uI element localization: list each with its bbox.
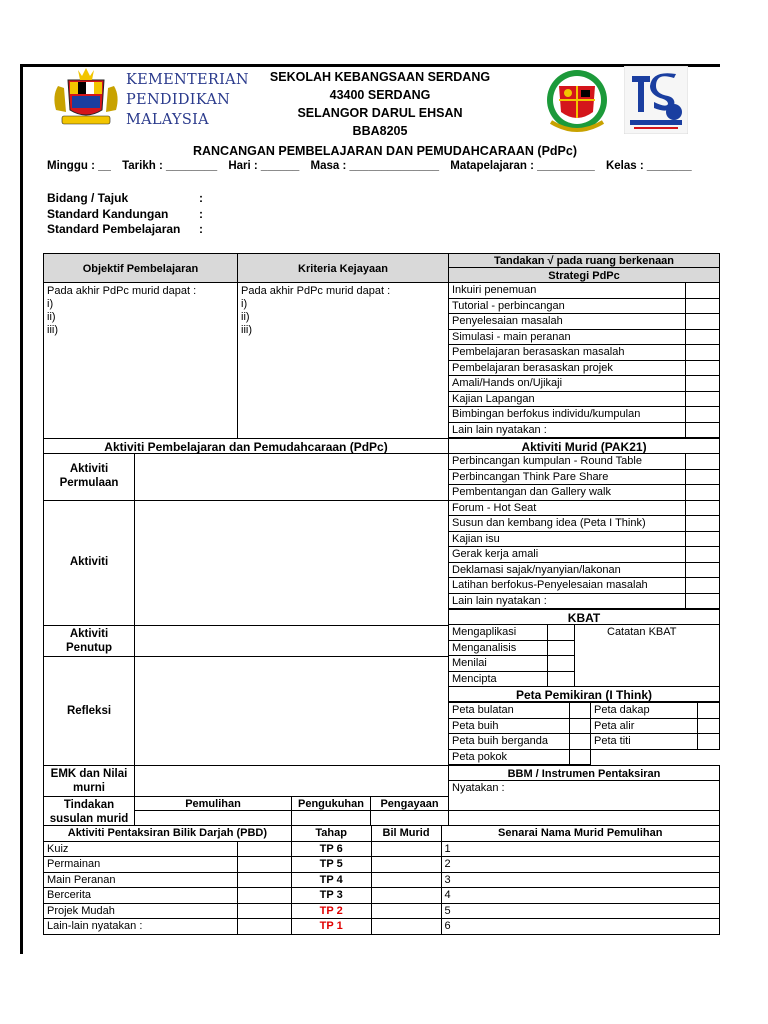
bbm-spare-cell [448, 810, 720, 826]
pbd-senarai-num[interactable]: 1 [441, 841, 720, 857]
kbat-checkbox[interactable] [548, 656, 575, 672]
kbat-header: KBAT [448, 609, 720, 625]
pbd-bil-murid[interactable] [371, 841, 441, 857]
objektif-body[interactable] [43, 282, 238, 439]
kpm-logo-text [126, 70, 249, 130]
strategi-row [449, 345, 720, 361]
ts25-logo [624, 66, 688, 134]
peta-left-checkbox[interactable] [570, 734, 591, 750]
emk-label: EMK dan Nilai murni [50, 768, 128, 794]
malaysia-crest-icon [48, 66, 124, 132]
strategi-item: Penyelesaian masalah [449, 314, 686, 330]
bbm-header: BBM / Instrumen Pentaksiran [448, 765, 720, 781]
pbd-activity: Main Peranan [44, 872, 238, 888]
bbm-nyatakan: Nyatakan : [452, 782, 505, 794]
catatan-kbat-box[interactable] [574, 624, 720, 687]
strategi-checkbox[interactable] [686, 407, 720, 423]
senarai-header: Senarai Nama Murid Pemulihan [441, 826, 720, 842]
pak21-item: Deklamasi sajak/nyanyian/lakonan [449, 562, 686, 578]
strategi-row [449, 391, 720, 407]
pbd-activity: Kuiz [44, 841, 238, 857]
kriteria-iii: iii) [241, 324, 252, 336]
pbd-activity-check[interactable] [237, 857, 291, 873]
strategi-item: Bimbingan berfokus individu/kumpulan [449, 407, 686, 423]
pengayaan-cell[interactable] [370, 810, 449, 826]
pbd-tahap: TP 4 [291, 872, 371, 888]
peta-right-checkbox[interactable] [698, 734, 720, 750]
strategi-item: Pembelajaran berasaskan masalah [449, 345, 686, 361]
school-state: SELANGOR DARUL EHSAN [297, 106, 463, 120]
pak21-item: Susun dan kembang idea (Peta I Think) [449, 516, 686, 532]
permulaan-label: Aktiviti Permulaan [59, 463, 119, 489]
kpm-line-1: KEMENTERIAN [126, 72, 249, 88]
strategi-checkbox[interactable] [686, 360, 720, 376]
school-crest [545, 66, 609, 138]
school-name: SEKOLAH KEBANGSAAN SERDANG [269, 70, 491, 84]
pbd-activity-check[interactable] [237, 841, 291, 857]
kbat-row [449, 640, 575, 656]
bidang-tajuk-colon: : [199, 191, 203, 205]
school-code: BBA8205 [352, 124, 408, 138]
strategi-checkbox[interactable] [686, 376, 720, 392]
peta-row [449, 718, 720, 734]
pak21-row [449, 578, 720, 594]
pak21-item: Perbincangan kumpulan - Round Table [449, 454, 686, 470]
peta-left-checkbox[interactable] [570, 749, 591, 765]
pemulihan-cell[interactable] [134, 810, 292, 826]
strategi-item: Tutorial - perbincangan [449, 298, 686, 314]
pbd-tahap: TP 1 [291, 919, 371, 935]
pbd-senarai-num[interactable]: 5 [441, 903, 720, 919]
strategi-table [448, 282, 720, 438]
kbat-checkbox[interactable] [548, 625, 575, 641]
peta-row [449, 749, 720, 765]
pak21-checkbox[interactable] [686, 531, 720, 547]
pbd-row [44, 888, 720, 904]
peta-right-item: Peta dakap [591, 703, 698, 719]
permulaan-content[interactable] [134, 453, 449, 501]
pak21-row [449, 531, 720, 547]
page-title: RANCANGAN PEMBELAJARAN DAN PEMUDAHCARAAN (PdPc) [192, 144, 578, 158]
aktiviti-murid-header: Aktiviti Murid (PAK21) [448, 438, 720, 454]
peta-right-item: Peta titi [591, 734, 698, 750]
tahap-header: Tahap [291, 826, 371, 842]
strategi-row [449, 360, 720, 376]
pbd-row [44, 841, 720, 857]
pak21-checkbox[interactable] [686, 593, 720, 609]
hari-field[interactable]: Hari : ______ [228, 160, 300, 172]
penutup-label-cell [43, 625, 135, 657]
pbd-bil-murid[interactable] [371, 857, 441, 873]
kriteria-header: Kriteria Kejayaan [237, 253, 449, 283]
peta-table [448, 702, 720, 765]
bbm-box[interactable] [448, 780, 720, 811]
standard-pembelajaran-colon: : [199, 222, 203, 236]
pak21-row [449, 562, 720, 578]
strategi-row [449, 314, 720, 330]
left-border [20, 64, 23, 954]
strategi-checkbox[interactable] [686, 422, 720, 438]
school-crest-icon [545, 66, 609, 138]
pemulihan-header: Pemulihan [134, 796, 292, 811]
pbd-bil-murid[interactable] [371, 903, 441, 919]
pbd-tahap: TP 6 [291, 841, 371, 857]
emk-label-cell [43, 765, 135, 797]
pbd-senarai-num[interactable]: 6 [441, 919, 720, 935]
pbd-bil-murid[interactable] [371, 919, 441, 935]
standard-kandungan-colon: : [199, 207, 203, 221]
strategi-row [449, 283, 720, 299]
catatan-kbat-label: Catatan KBAT [607, 626, 677, 638]
pak21-row [449, 516, 720, 532]
pbd-row [44, 919, 720, 935]
pak21-item: Pembentangan dan Gallery walk [449, 485, 686, 501]
peta-left-checkbox[interactable] [570, 703, 591, 719]
objektif-iii: iii) [47, 324, 58, 336]
peta-left-item: Peta buih berganda [449, 734, 570, 750]
pbd-activity: Bercerita [44, 888, 238, 904]
peta-right-checkbox[interactable] [698, 703, 720, 719]
pak21-checkbox[interactable] [686, 454, 720, 470]
peta-header: Peta Pemikiran (I Think) [448, 686, 720, 702]
pbd-row [44, 857, 720, 873]
pbd-bil-murid[interactable] [371, 888, 441, 904]
peta-row [449, 734, 720, 750]
refleksi-label-cell [43, 656, 135, 766]
strategi-item: Simulasi - main peranan [449, 329, 686, 345]
pbd-bil-murid[interactable] [371, 872, 441, 888]
school-info [250, 68, 510, 140]
kbat-item: Mencipta [449, 671, 548, 687]
masa-field[interactable]: Masa : ______________ [310, 160, 440, 172]
bidang-tajuk-row [47, 191, 203, 205]
pbd-header: Aktiviti Pentaksiran Bilik Darjah (PBD) [44, 826, 292, 842]
strategi-checkbox[interactable] [686, 314, 720, 330]
strategi-item: Kajian Lapangan [449, 391, 686, 407]
pbd-tahap: TP 3 [291, 888, 371, 904]
pak21-checkbox[interactable] [686, 547, 720, 563]
pbd-activity: Projek Mudah [44, 903, 238, 919]
refleksi-label: Refleksi [66, 705, 112, 717]
strategi-checkbox[interactable] [686, 329, 720, 345]
strategi-checkbox[interactable] [686, 298, 720, 314]
strategi-row [449, 329, 720, 345]
peta-row [449, 703, 720, 719]
pak21-row [449, 593, 720, 609]
kbat-item: Menganalisis [449, 640, 548, 656]
pak21-table [448, 453, 720, 609]
emk-content[interactable] [134, 765, 449, 797]
bidang-tajuk-label: Bidang / Tajuk [47, 191, 129, 205]
objektif-header: Objektif Pembelajaran [43, 253, 238, 283]
pak21-row [449, 454, 720, 470]
kpm-line-2: PENDIDIKAN [126, 92, 231, 108]
strategi-item: Amali/Hands on/Ujikaji [449, 376, 686, 392]
kbat-item: Menilai [449, 656, 548, 672]
kbat-checkbox[interactable] [548, 671, 575, 687]
pak21-item: Gerak kerja amali [449, 547, 686, 563]
tindakan-label: Tindakan susulan murid [49, 799, 129, 825]
penutup-content[interactable] [134, 625, 449, 657]
pak21-item: Lain lain nyatakan : [449, 593, 686, 609]
pengukuhan-cell[interactable] [291, 810, 371, 826]
penutup-label: Aktiviti Penutup [66, 628, 112, 654]
objektif-ii: ii) [47, 311, 56, 323]
pak21-checkbox[interactable] [686, 469, 720, 485]
minggu-field[interactable]: Minggu : __ [47, 160, 111, 172]
kbat-row [449, 656, 575, 672]
pak21-row [449, 469, 720, 485]
standard-pembelajaran-row [47, 222, 203, 236]
peta-right-checkbox[interactable] [698, 718, 720, 734]
pengukuhan-header: Pengukuhan [291, 796, 371, 811]
strategi-row [449, 376, 720, 392]
kriteria-ii: ii) [241, 311, 250, 323]
pbd-activity-check[interactable] [237, 888, 291, 904]
pak21-checkbox[interactable] [686, 562, 720, 578]
strategi-checkbox[interactable] [686, 345, 720, 361]
kbat-table [448, 624, 575, 687]
pak21-row [449, 500, 720, 516]
matapelajaran-field[interactable]: Matapelajaran : _________ [450, 160, 595, 172]
aktiviti-label-cell [43, 500, 135, 626]
strategi-row [449, 298, 720, 314]
pbd-senarai-num[interactable]: 3 [441, 872, 720, 888]
pbd-row [44, 872, 720, 888]
pbd-table [43, 825, 720, 935]
peta-empty [591, 749, 720, 765]
pak21-checkbox[interactable] [686, 578, 720, 594]
pbd-header-row [44, 826, 720, 842]
kriteria-i: i) [241, 298, 248, 310]
pak21-checkbox[interactable] [686, 500, 720, 516]
kriteria-intro: Pada akhir PdPc murid dapat : [241, 285, 391, 297]
peta-left-checkbox[interactable] [570, 718, 591, 734]
strategi-item: Lain lain nyatakan : [449, 422, 686, 438]
peta-left-item: Peta buih [449, 718, 570, 734]
pbd-activity-check[interactable] [237, 919, 291, 935]
pbd-tahap: TP 2 [291, 903, 371, 919]
tarikh-field[interactable]: Tarikh : ________ [122, 160, 218, 172]
aktiviti-content[interactable] [134, 500, 449, 626]
strategi-checkbox[interactable] [686, 283, 720, 299]
kbat-item: Mengaplikasi [449, 625, 548, 641]
pak21-checkbox[interactable] [686, 485, 720, 501]
tindakan-label-cell [43, 796, 135, 826]
pbd-senarai-num[interactable]: 4 [441, 888, 720, 904]
refleksi-content[interactable] [134, 656, 449, 766]
standard-kandungan-label: Standard Kandungan [47, 207, 169, 221]
objektif-intro: Pada akhir PdPc murid dapat : [47, 285, 197, 297]
kriteria-body[interactable] [237, 282, 449, 439]
aktiviti-label: Aktiviti [69, 556, 109, 568]
kpm-line-3: MALAYSIA [126, 112, 209, 128]
kpm-logo [48, 66, 248, 134]
peta-left-item: Peta bulatan [449, 703, 570, 719]
pbd-tahap: TP 5 [291, 857, 371, 873]
objektif-i: i) [47, 298, 54, 310]
pak21-checkbox[interactable] [686, 516, 720, 532]
pak21-item: Perbincangan Think Pare Share [449, 469, 686, 485]
aktiviti-pdpc-header: Aktiviti Pembelajaran dan Pemudahcaraan (PdPc) [43, 438, 449, 454]
standard-pembelajaran-label: Standard Pembelajaran [47, 222, 181, 236]
kbat-row [449, 671, 575, 687]
pengayaan-header: Pengayaan [370, 796, 449, 811]
strategi-row [449, 422, 720, 438]
strategi-header: Strategi PdPc [448, 267, 720, 283]
kbat-checkbox[interactable] [548, 640, 575, 656]
pbd-senarai-num[interactable]: 2 [441, 857, 720, 873]
permulaan-label-cell [43, 453, 135, 501]
pbd-activity-check[interactable] [237, 903, 291, 919]
kbat-row [449, 625, 575, 641]
pak21-row [449, 485, 720, 501]
meta-line [47, 160, 700, 172]
kelas-field[interactable]: Kelas : _______ [605, 160, 692, 172]
ts25-icon [624, 66, 688, 134]
pbd-activity: Lain-lain nyatakan : [44, 919, 238, 935]
pak21-item: Latihan berfokus-Penyelesaian masalah [449, 578, 686, 594]
strategi-row [449, 407, 720, 423]
strategi-item: Pembelajaran berasaskan projek [449, 360, 686, 376]
peta-left-item: Peta pokok [449, 749, 570, 765]
pak21-row [449, 547, 720, 563]
strategi-checkbox[interactable] [686, 391, 720, 407]
standard-kandungan-row [47, 207, 203, 221]
pak21-item: Forum - Hot Seat [449, 500, 686, 516]
pbd-activity: Permainan [44, 857, 238, 873]
pak21-item: Kajian isu [449, 531, 686, 547]
peta-right-item: Peta alir [591, 718, 698, 734]
tandakan-header: Tandakan √ pada ruang berkenaan [448, 253, 720, 268]
school-postcode: 43400 SERDANG [329, 88, 431, 102]
bil-murid-header: Bil Murid [371, 826, 441, 842]
pbd-row [44, 903, 720, 919]
strategi-item: Inkuiri penemuan [449, 283, 686, 299]
pbd-activity-check[interactable] [237, 872, 291, 888]
